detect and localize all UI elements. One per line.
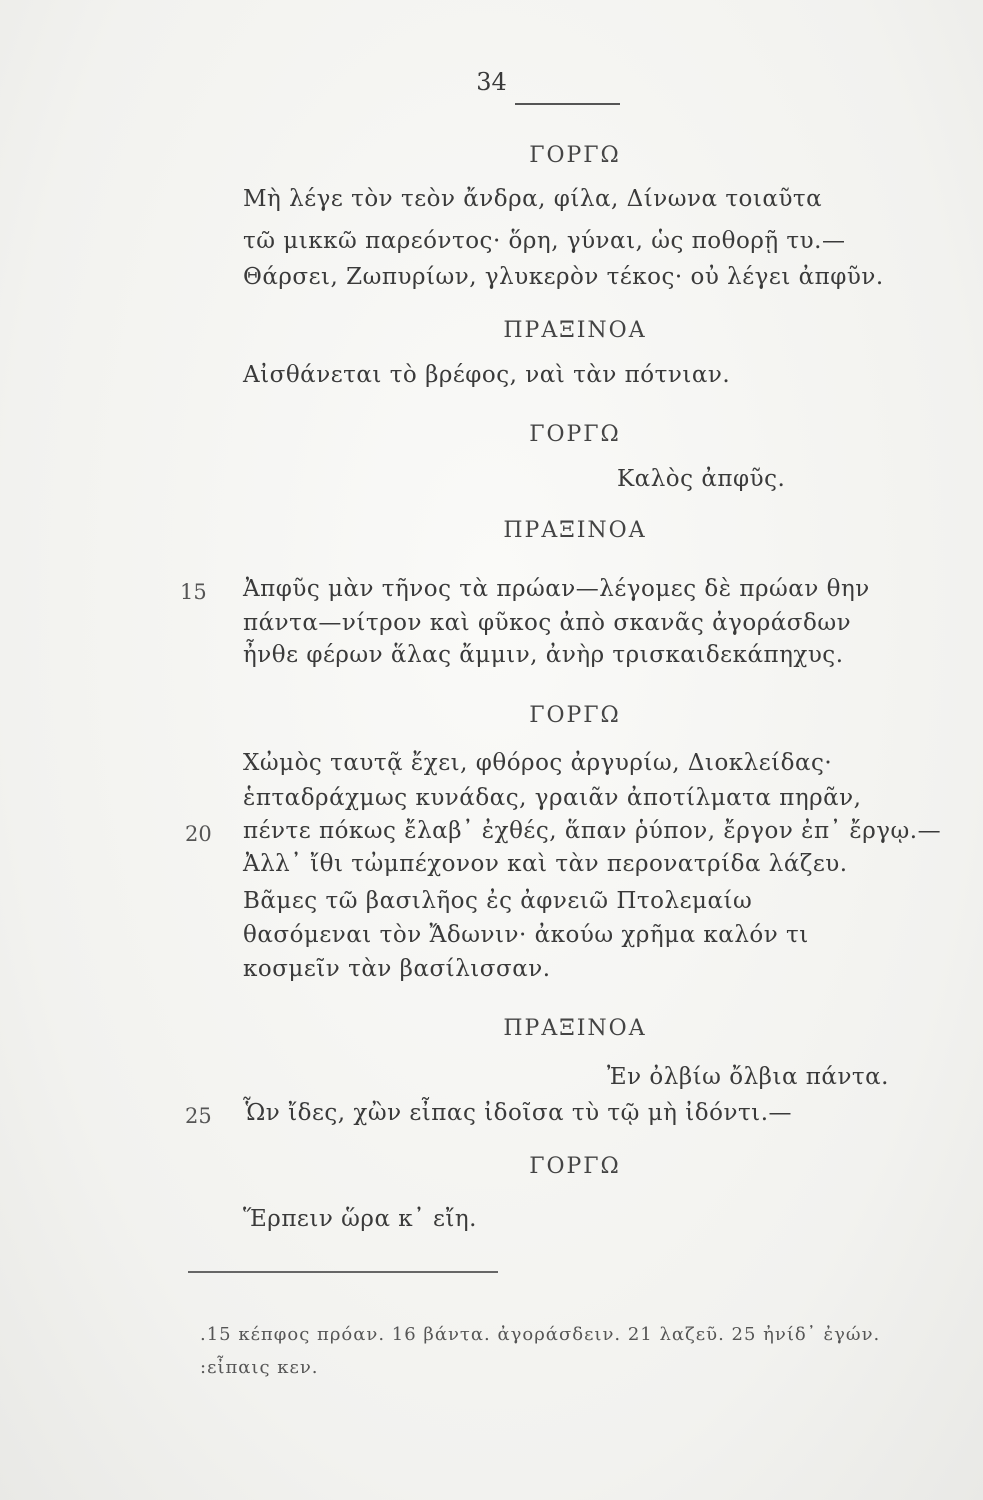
line-number: 15 bbox=[180, 580, 207, 604]
verse-line: Θάρσει, Ζωπυρίων, γλυκερὸν τέκος· οὐ λέγει ἀπφῦν. bbox=[243, 264, 884, 290]
page-number-rule bbox=[515, 103, 620, 105]
speaker-heading: ΠΡΑΞΙΝΟΑ bbox=[503, 518, 647, 543]
verse-line: Καλὸς ἀπφῦς. bbox=[617, 466, 786, 492]
verse-line: πάντα—νίτρον καὶ φῦκος ἀπὸ σκανᾶς ἀγοράσδων bbox=[243, 610, 852, 636]
line-number: 20 bbox=[185, 822, 212, 846]
verse-line: Ἀπφῦς μὰν τῆνος τὰ πρώαν—λέγομες δὲ πρώαν θην bbox=[243, 576, 870, 602]
verse-line: τῶ μικκῶ παρεόντος· ὅρη, γύναι, ὡς ποθορῇ τυ.— bbox=[243, 228, 846, 254]
verse-line: πέντε πόκως ἔλαβ᾽ ἐχθές, ἅπαν ῥύπον, ἔργον ἐπ᾽ ἔργῳ.— bbox=[243, 818, 942, 844]
verse-line: κοσμεῖν τὰν βασίλισσαν. bbox=[243, 956, 551, 982]
page-number: 34 bbox=[476, 68, 507, 96]
speaker-heading: ΓΟΡΓΩ bbox=[529, 422, 621, 447]
line-number: 25 bbox=[185, 1104, 212, 1128]
speaker-heading: ΓΟΡΓΩ bbox=[529, 703, 621, 728]
footnote-line: :εἶπαις κεν. bbox=[200, 1357, 319, 1378]
verse-line: Μὴ λέγε τὸν τεὸν ἄνδρα, φίλα, Δίνωνα τοιαῦτα bbox=[243, 186, 823, 212]
verse-line: Ἐν ὀλβίω ὄλβια πάντα. bbox=[607, 1064, 889, 1090]
speaker-heading: ΠΡΑΞΙΝΟΑ bbox=[503, 318, 647, 343]
verse-line: Ἀλλ᾽ ἴθι τὠμπέχονον καὶ τὰν περονατρίδα λάζευ. bbox=[243, 851, 848, 877]
footnote-line: .15 κέπφος πρόαν. 16 βάντα. ἀγοράσδειν. 21 λαζεῦ. 25 ἠνίδ᾽ ἐγών. bbox=[200, 1324, 881, 1345]
speaker-heading: ΓΟΡΓΩ bbox=[529, 143, 621, 168]
verse-line: Ἕρπειν ὥρα κ᾽ εἴη. bbox=[243, 1206, 477, 1232]
footnote-rule bbox=[188, 1271, 498, 1273]
verse-line: Ὧν ἴδες, χὢν εἶπας ἰδοῖσα τὺ τῷ μὴ ἰδόντι.— bbox=[243, 1100, 793, 1126]
verse-line: ἑπταδράχμως κυνάδας, γραιᾶν ἀποτίλματα πηρᾶν, bbox=[243, 785, 862, 811]
verse-line: Αἰσθάνεται τὸ βρέφος, ναὶ τὰν πότνιαν. bbox=[243, 362, 731, 388]
verse-line: θασόμεναι τὸν Ἄδωνιν· ἀκούω χρῆμα καλόν τι bbox=[243, 922, 809, 948]
verse-line: ἦνθε φέρων ἅλας ἄμμιν, ἀνὴρ τρισκαιδεκάπηχυς. bbox=[243, 642, 844, 668]
speaker-heading: ΓΟΡΓΩ bbox=[529, 1154, 621, 1179]
verse-line: Χὠμὸς ταυτᾷ ἔχει, φθόρος ἀργυρίω, Διοκλείδας· bbox=[243, 750, 833, 776]
speaker-heading: ΠΡΑΞΙΝΟΑ bbox=[503, 1016, 647, 1041]
verse-line: Βᾶμες τῶ βασιλῆος ἐς ἀφνειῶ Πτολεμαίω bbox=[243, 888, 753, 914]
